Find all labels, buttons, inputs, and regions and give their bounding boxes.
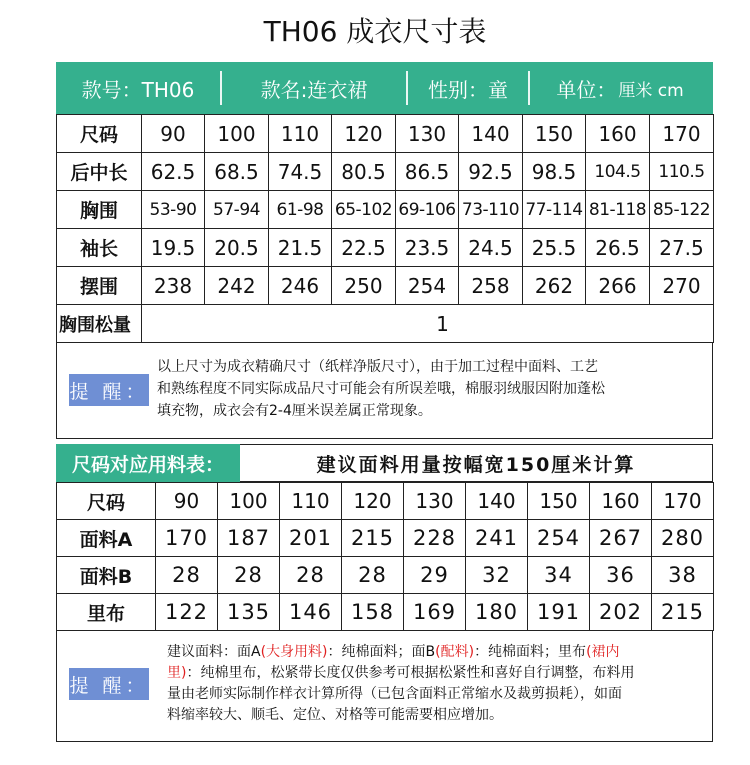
table-cell: 62.5 [142, 153, 205, 191]
table-cell: 104.5 [586, 153, 650, 191]
column-header: 100 [205, 115, 269, 153]
ease-row [57, 305, 714, 343]
row-label: 后中长 [57, 153, 142, 191]
table-cell: 215 [342, 520, 404, 557]
highlight-text: (配料) [435, 644, 475, 660]
column-header: 100 [218, 483, 280, 520]
table-cell: 29 [404, 557, 466, 594]
column-header: 110 [269, 115, 332, 153]
table-cell: 74.5 [269, 153, 332, 191]
column-header: 尺码 [57, 483, 156, 520]
page-title: TH06 成衣尺寸表 [263, 15, 487, 48]
table-cell: 267 [590, 520, 652, 557]
table-row [57, 520, 714, 557]
table-cell: 122 [156, 594, 218, 631]
unit [530, 62, 710, 114]
reminder-line: 料缩率较大、顺毛、定位、对格等可能需要相应增加。 [167, 707, 503, 723]
table-row [57, 594, 714, 631]
table-cell: 28 [156, 557, 218, 594]
fabric-section-header [56, 444, 713, 482]
row-label: 胸围 [57, 191, 142, 229]
column-header: 尺码 [57, 115, 142, 153]
column-header: 150 [523, 115, 586, 153]
row-label: 摆围 [57, 267, 142, 305]
unit-value: 厘米 cm [618, 80, 684, 101]
table-cell: 24.5 [459, 229, 523, 267]
table-cell: 65-102 [332, 191, 396, 229]
table-cell: 258 [459, 267, 523, 305]
table-cell: 228 [404, 520, 466, 557]
table-cell: 280 [652, 520, 714, 557]
row-label: 面料B [57, 557, 156, 594]
reminder-line [167, 642, 702, 663]
table-cell: 27.5 [650, 229, 714, 267]
size-header-row [57, 115, 714, 153]
text-segment: 建议面料：面A [167, 644, 261, 660]
size-table [56, 114, 714, 343]
table-cell: 61-98 [269, 191, 332, 229]
fabric-table [56, 482, 714, 631]
table-cell: 92.5 [459, 153, 523, 191]
table-cell: 38 [652, 557, 714, 594]
table-cell: 80.5 [332, 153, 396, 191]
table-cell: 202 [590, 594, 652, 631]
fabric-reminder-text [167, 642, 702, 726]
table-cell: 21.5 [269, 229, 332, 267]
table-cell: 25.5 [523, 229, 586, 267]
table-row [57, 153, 714, 191]
column-header: 170 [650, 115, 714, 153]
reminder-line: 填充物，成衣会有2-4厘米误差属正常现象。 [157, 403, 432, 419]
column-header: 130 [404, 483, 466, 520]
table-cell: 254 [396, 267, 459, 305]
column-header: 170 [652, 483, 714, 520]
table-cell: 22.5 [332, 229, 396, 267]
table-cell: 32 [466, 557, 528, 594]
column-header: 140 [466, 483, 528, 520]
table-cell: 20.5 [205, 229, 269, 267]
column-header: 120 [332, 115, 396, 153]
table-cell: 270 [650, 267, 714, 305]
table-cell: 26.5 [586, 229, 650, 267]
column-header: 110 [280, 483, 342, 520]
table-cell: 36 [590, 557, 652, 594]
table-cell: 266 [586, 267, 650, 305]
table-cell: 73-110 [459, 191, 523, 229]
column-header: 120 [342, 483, 404, 520]
reminder-line [167, 663, 702, 684]
column-header: 130 [396, 115, 459, 153]
fabric-header-row [57, 483, 714, 520]
column-header: 150 [528, 483, 590, 520]
ease-label: 胸围松量 [57, 305, 142, 343]
table-cell: 28 [280, 557, 342, 594]
unit-label: 单位： [556, 77, 617, 102]
table-cell: 28 [342, 557, 404, 594]
column-header: 90 [142, 115, 205, 153]
table-cell: 57-94 [205, 191, 269, 229]
table-cell: 246 [269, 267, 332, 305]
row-label: 袖长 [57, 229, 142, 267]
text-segment: ：纯棉里布，松紧带长度仅供参考可根据松紧性和喜好自行调整，布料用 [186, 665, 635, 681]
highlight-text: 里) [167, 665, 187, 681]
highlight-text: (大身用料) [260, 644, 328, 660]
ease-value: 1 [142, 305, 714, 343]
table-cell: 254 [528, 520, 590, 557]
table-cell: 53-90 [142, 191, 205, 229]
table-cell: 201 [280, 520, 342, 557]
table-cell: 191 [528, 594, 590, 631]
table-cell: 170 [156, 520, 218, 557]
table-cell: 180 [466, 594, 528, 631]
fabric-section-note: 建议面料用量按幅宽150厘米计算 [240, 444, 713, 482]
table-cell: 241 [466, 520, 528, 557]
table-cell: 238 [142, 267, 205, 305]
reminder-text [157, 356, 605, 422]
table-cell: 85-122 [650, 191, 714, 229]
table-cell: 98.5 [523, 153, 586, 191]
table-row [57, 191, 714, 229]
style-name: 款名:连衣裙 [260, 77, 368, 102]
table-cell: 77-114 [523, 191, 586, 229]
table-row [57, 557, 714, 594]
table-cell: 158 [342, 594, 404, 631]
fabric-section-label: 尺码对应用料表： [56, 444, 240, 482]
reminder-line: 和熟练程度不同实际成品尺寸可能会有所误差哦，棉服羽绒服因附加蓬松 [157, 381, 605, 397]
table-cell: 262 [523, 267, 586, 305]
table-cell: 250 [332, 267, 396, 305]
column-header: 160 [586, 115, 650, 153]
table-cell: 23.5 [396, 229, 459, 267]
highlight-text: (裙内 [586, 644, 620, 660]
gender: 性别：童 [428, 77, 508, 102]
table-cell: 34 [528, 557, 590, 594]
reminder-badge: 提 醒： [69, 668, 149, 700]
table-cell: 135 [218, 594, 280, 631]
fabric-reminder-box [56, 630, 713, 742]
table-cell: 146 [280, 594, 342, 631]
table-cell: 242 [205, 267, 269, 305]
table-cell: 68.5 [205, 153, 269, 191]
table-cell: 110.5 [650, 153, 714, 191]
row-label: 里布 [57, 594, 156, 631]
reminder-box [56, 342, 713, 439]
table-cell: 19.5 [142, 229, 205, 267]
table-cell: 187 [218, 520, 280, 557]
reminder-badge: 提 醒： [69, 374, 149, 406]
table-cell: 81-118 [586, 191, 650, 229]
row-label: 面料A [57, 520, 156, 557]
table-row [57, 229, 714, 267]
table-cell: 69-106 [396, 191, 459, 229]
table-row [57, 267, 714, 305]
table-cell: 28 [218, 557, 280, 594]
column-header: 140 [459, 115, 523, 153]
style-number: 款号：TH06 [81, 77, 195, 102]
column-header: 90 [156, 483, 218, 520]
header-bar [56, 62, 713, 114]
column-header: 160 [590, 483, 652, 520]
table-cell: 215 [652, 594, 714, 631]
table-cell: 169 [404, 594, 466, 631]
reminder-line: 以上尺寸为成衣精确尺寸（纸样净版尺寸），由于加工过程中面料、工艺 [157, 359, 598, 375]
table-cell: 86.5 [396, 153, 459, 191]
text-segment: ：纯棉面料；面B [327, 644, 436, 660]
text-segment: ：纯棉面料；里布 [474, 644, 587, 660]
reminder-line: 量由老师实际制作样衣计算所得（已包含面料正常缩水及裁剪损耗），如面 [167, 686, 622, 702]
